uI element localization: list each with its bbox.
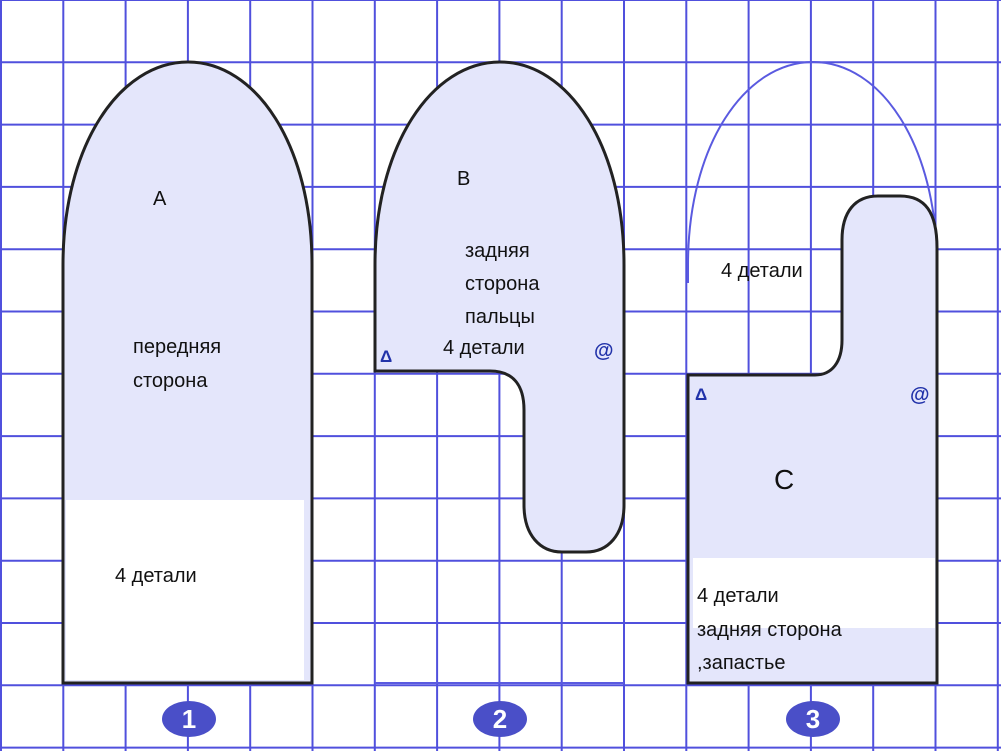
pattern-1-label-box [66, 500, 304, 680]
pattern-3-top-count: 4 детали [721, 260, 803, 282]
pattern-2-at-marker: @ [594, 340, 614, 362]
pattern-2-number: 2 [492, 704, 508, 734]
pattern-3-at-marker: @ [910, 384, 930, 406]
pattern-1-number: 1 [181, 704, 197, 734]
pattern-1-letter: A [153, 188, 167, 210]
pattern-1-side-line2: сторона [133, 370, 208, 392]
pattern-1-side-line1: передняя [133, 336, 222, 358]
pattern-2-line2: сторона [465, 273, 540, 295]
pattern-3 [688, 62, 937, 737]
pattern-3-line2: задняя сторона [697, 619, 842, 641]
pattern-2-count: 4 детали [443, 337, 525, 359]
pattern-1 [63, 62, 312, 737]
pattern-2-letter: B [457, 168, 471, 190]
pattern-2-triangle-marker: Δ [380, 347, 393, 366]
pattern-1-count: 4 детали [115, 565, 197, 587]
pattern-3-letter: C [774, 464, 795, 495]
pattern-3-bottom-count: 4 детали [697, 585, 779, 607]
pattern-2-line1: задняя [465, 240, 530, 262]
pattern-2-line3: пальцы [465, 306, 535, 328]
pattern-3-triangle-marker: Δ [695, 385, 708, 404]
pattern-3-number: 3 [805, 704, 821, 734]
pattern-3-line3: ,запастье [697, 652, 786, 674]
